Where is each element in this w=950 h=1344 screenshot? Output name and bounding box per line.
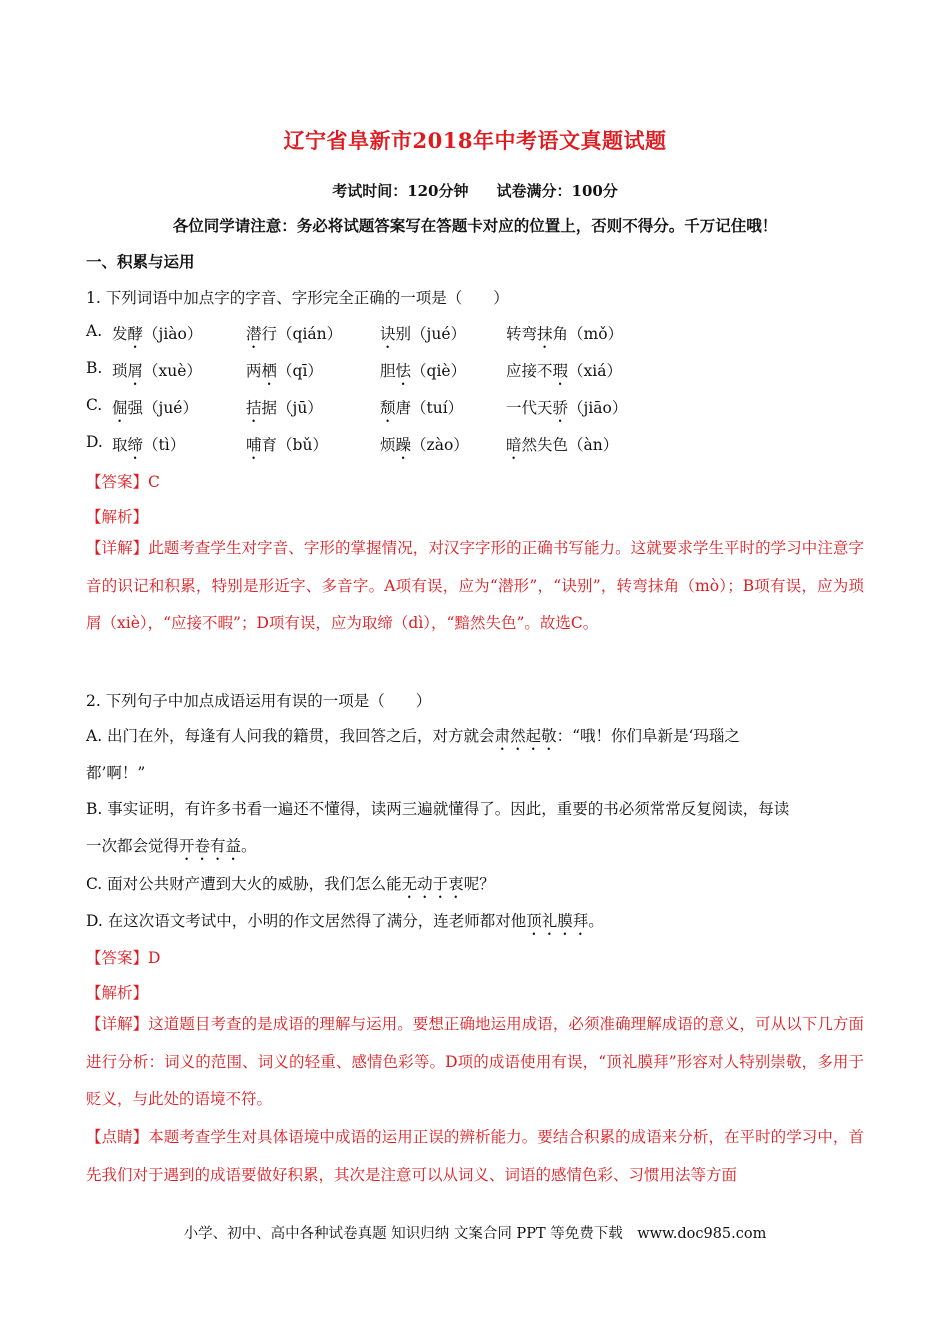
- question-2-answer: 【答案】D: [86, 949, 161, 967]
- question-1-stem: 1. 下列词语中加点字的字音、字形完全正确的一项是（ ）: [86, 289, 509, 307]
- exam-score: 试卷满分：100分: [496, 182, 618, 200]
- document-page: 辽宁省阜新市2018年中考语文真题试题 考试时间：120分钟 试卷满分：100分 各位同学请注意：务必将试题答案写在答题卡对应的位置上，否则不得分。千万记住哦！ 一、积累与运用 1. 下列词语中加点字的字音、字形完全正确的一项是（ ） A. 发酵（jiào） 潜行（qián） 诀别（jué） 转弯抹角（mǒ） B. 琐屑（xuè） 两栖（qī） 胆怯（qiè） 应接不瑕（xiá） C. 倔强（jué） 拮据（jū） 颓唐（tuí） 一代天骄（jiāo） D. 取缔（tì） 哺育（bǔ） 烦躁（zào） 暗然失色（àn） 【答案】C 【解析】 【详解】此题考查学生对字音、字形的掌握情况，对汉字字形的正确书写能力。这就要求学生平时的学习中注意字音的识记和积累，特别是形近字、多音字。A项有误，应为“潜形”，“诀别”，转弯抹角（mò）；B项有误，应为琐屑（xiè），“应接不暇”；D项有误，应为取缔（dì），“黯然失色”。故选C。 2. 下列句子中加点成语运用有误的一项是（ ） A. 出门在外，每逢有人问我的籍贯，我回答之后，对方就会肃然起敬：“哦！你们阜新是‘玛瑙之 都’啊！” B. 事实证明，有许多书看一遍还不懂得，读两三遍就懂得了。因此，重要的书必须常常反复阅读，每读 一次都会觉得开卷有益。 C. 面对公共财产遭到大火的威胁，我们怎么能无动于衷呢？ D. 在这次语文考试中，小明的作文居然得了满分，连老师都对他顶礼膜拜。 【答案】D 【解析】 【详解】这道题目考查的是成语的理解与运用。要想正确地运用成语，必须准确理解成语的意义，可从以下几方面进行分析：词义的范围、词义的轻重、感情色彩等。D项的成语使用有误，“顶礼膜拜”形容对人特别崇敬，多用于贬义，与此处的语境不符。 【点睛】本题考查学生对具体语境中成语的运用正误的辨析能力。要结合积累的成语来分析，在平时的学习中，首先我们对于遇到的成语要做好积累，其次是注意可以从词义、词语的感情色彩、习惯用法等方面 小学、初中、高中各种试卷真题 知识归纳 文案合同 PPT 等免费下载 www.doc985.com: [0, 0, 950, 1344]
- idiom-a: 肃然起敬: [494, 727, 557, 745]
- question-2-analysis-label: 【解析】: [86, 984, 149, 1002]
- exam-time: 考试时间：120分钟: [332, 182, 469, 200]
- question-2-option-a: A. 出门在外，每逢有人问我的籍贯，我回答之后，对方就会肃然起敬：“哦！你们阜新是‘玛瑙之: [86, 727, 740, 745]
- question-2-option-a-cont: 都’啊！”: [86, 764, 146, 782]
- question-2-tip: 【点睛】本题考查学生对具体语境中成语的运用正误的辨析能力。要结合积累的成语来分析，在平时的学习中，首先我们对于遇到的成语要做好积累，其次是注意可以从词义、词语的感情色彩、习惯用法等方面: [86, 1128, 864, 1184]
- idiom-c: 无动于衷: [401, 875, 464, 893]
- question-2-option-b-cont: 一次都会觉得开卷有益。: [86, 837, 257, 855]
- question-1-analysis-label: 【解析】: [86, 508, 149, 526]
- question-2-option-d: D. 在这次语文考试中，小明的作文居然得了满分，连老师都对他顶礼膜拜。: [86, 912, 604, 930]
- question-1-answer: 【答案】C: [86, 473, 160, 491]
- exam-notice: 各位同学请注意：务必将试题答案写在答题卡对应的位置上，否则不得分。千万记住哦！: [172, 216, 778, 235]
- page-title: 辽宁省阜新市2018年中考语文真题试题: [283, 128, 667, 153]
- exam-meta: [0, 180, 950, 201]
- question-2-detail: 【详解】这道题目考查的是成语的理解与运用。要想正确地运用成语，必须准确理解成语的意义，可从以下几方面进行分析：词义的范围、词义的轻重、感情色彩等。D项的成语使用有误，“顶礼膜拜”形容对人特别崇敬，多用于贬义，与此处的语境不符。: [86, 1015, 864, 1108]
- question-1-detail: 【详解】此题考查学生对字音、字形的掌握情况，对汉字字形的正确书写能力。这就要求学生平时的学习中注意字音的识记和积累，特别是形近字、多音字。A项有误，应为“潜形”，“诀别”，转弯抹角（mò）；B项有误，应为琐屑（xiè），“应接不暇”；D项有误，应为取缔（dì），“黯然失色”。故选C。: [86, 539, 864, 632]
- page-footer: 小学、初中、高中各种试卷真题 知识归纳 文案合同 PPT 等免费下载 www.doc985.com: [183, 1226, 767, 1242]
- idiom-b: 开卷有益: [179, 837, 242, 855]
- idiom-d: 顶礼膜拜: [526, 912, 589, 930]
- question-2-option-c: C. 面对公共财产遭到大火的威胁，我们怎么能无动于衷呢？: [86, 875, 495, 893]
- question-2-option-b: B. 事实证明，有许多书看一遍还不懂得，读两三遍就懂得了。因此，重要的书必须常常反复阅读，每读: [86, 800, 790, 818]
- section-heading: 一、积累与运用: [86, 252, 195, 271]
- question-2-stem: 2. 下列句子中加点成语运用有误的一项是（ ）: [86, 692, 432, 710]
